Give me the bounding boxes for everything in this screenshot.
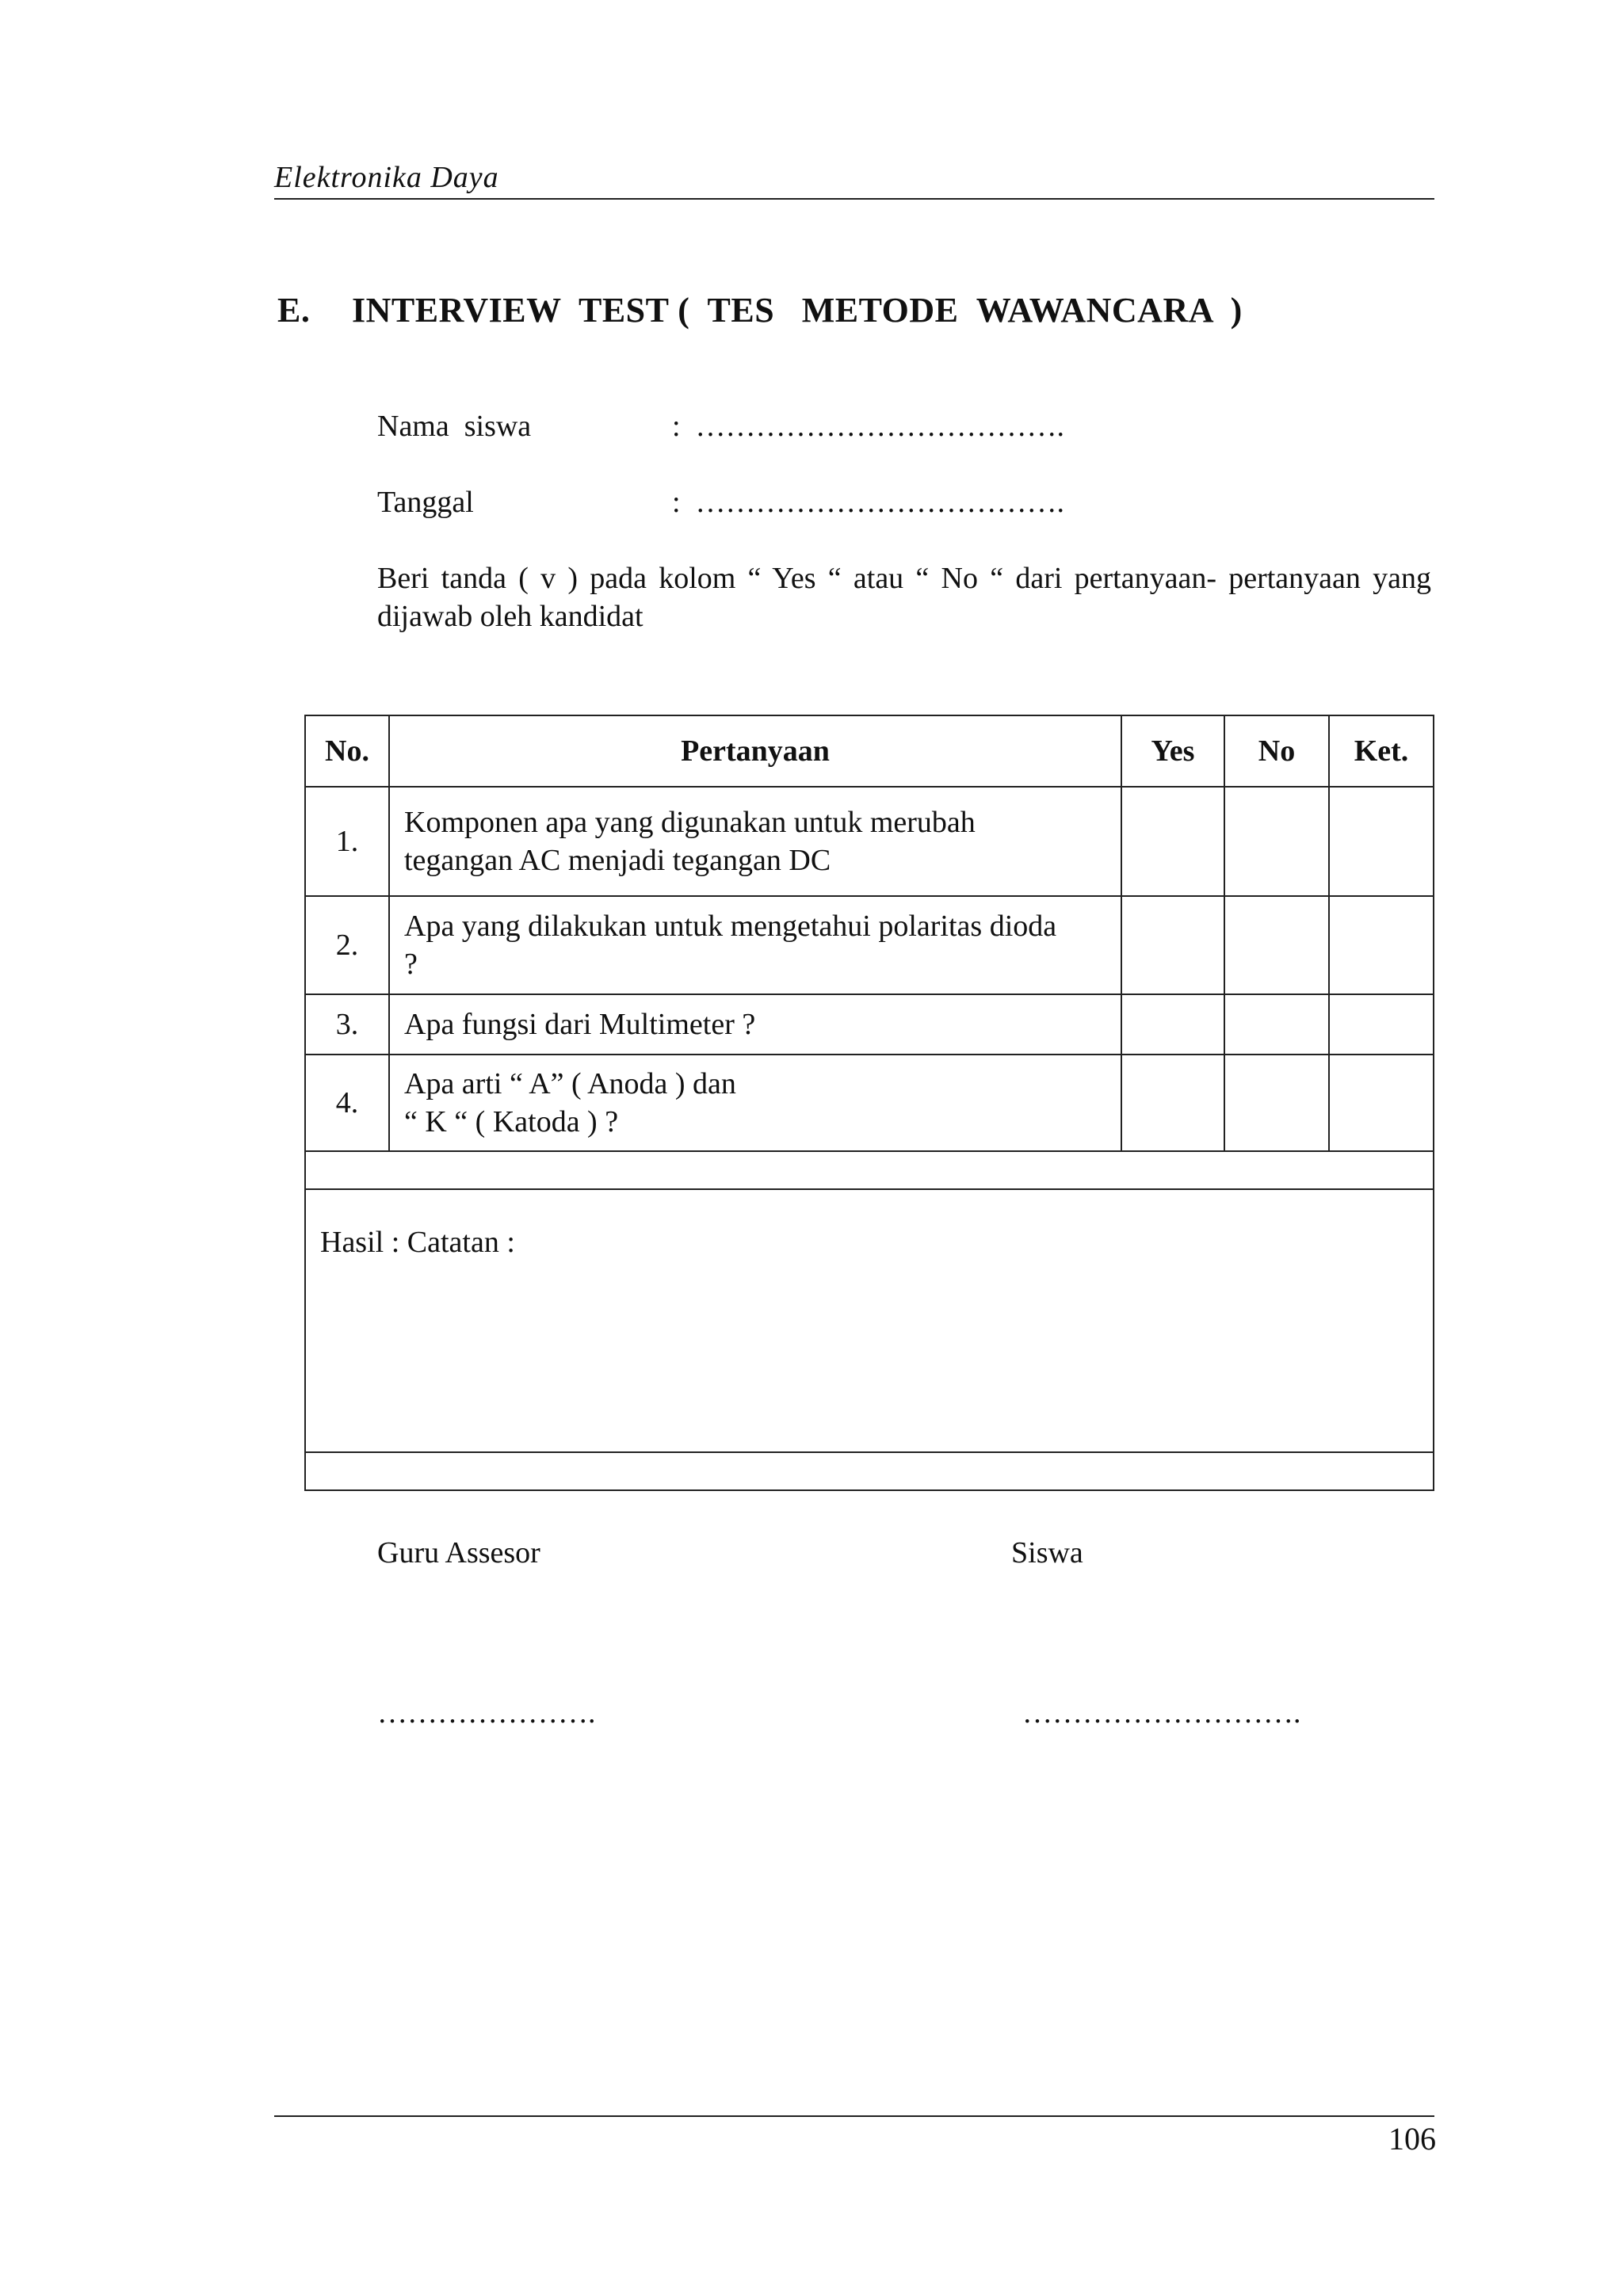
guru-assesor-label: Guru Assesor <box>377 1536 540 1569</box>
header-ket: Ket. <box>1329 715 1434 787</box>
row-number: 1. <box>305 787 389 896</box>
nama-siswa-blank: : ………………………………. <box>672 410 1065 443</box>
yes-check-cell[interactable] <box>1121 1055 1224 1151</box>
no-check-cell[interactable] <box>1224 787 1329 896</box>
tanggal-field <box>377 485 1064 520</box>
question-line: Apa yang dilakukan untuk mengetahui polaritas dioda <box>404 910 1057 943</box>
question-line: Apa arti “ A” ( Anoda ) dan <box>404 1067 736 1100</box>
header-question: Pertanyaan <box>389 715 1121 787</box>
section-title <box>277 290 1243 330</box>
ket-cell[interactable] <box>1329 994 1434 1055</box>
row-question <box>389 994 1121 1055</box>
no-check-cell[interactable] <box>1224 994 1329 1055</box>
row-question <box>389 1055 1121 1151</box>
ket-cell[interactable] <box>1329 896 1434 994</box>
running-header: Elektronika Daya <box>274 158 1434 200</box>
no-check-cell[interactable] <box>1224 1055 1329 1151</box>
table-row <box>305 994 1434 1055</box>
nama-siswa-field <box>377 409 1064 444</box>
row-question <box>389 896 1121 994</box>
blank-cell <box>305 1452 1434 1490</box>
header-no: No. <box>305 715 389 787</box>
tanggal-label: Tanggal <box>377 486 474 519</box>
table-row <box>305 787 1434 896</box>
page-number: 106 <box>1388 2121 1436 2157</box>
row-number: 3. <box>305 994 389 1055</box>
siswa-label: Siswa <box>1011 1536 1083 1569</box>
section-title-text: INTERVIEW TEST ( TES METODE WAWANCARA ) <box>352 291 1243 330</box>
question-line: Komponen apa yang digunakan untuk merubah <box>404 806 976 839</box>
tanggal-blank: : ………………………………. <box>672 486 1065 519</box>
footer-rule <box>274 2115 1434 2117</box>
row-number: 4. <box>305 1055 389 1151</box>
no-check-cell[interactable] <box>1224 896 1329 994</box>
question-line: tegangan AC menjadi tegangan DC <box>404 844 831 877</box>
table-row <box>305 1055 1434 1151</box>
instruction-text: Beri tanda ( v ) pada kolom “ Yes “ atau “ No “ dari pertanyaan- pertanyaan yang dijawab oleh kandidat <box>377 562 1431 633</box>
siswa-signature-line: ………………………. <box>1022 1696 1301 1730</box>
yes-check-cell[interactable] <box>1121 896 1224 994</box>
ket-cell[interactable] <box>1329 787 1434 896</box>
hasil-row <box>305 1189 1434 1452</box>
nama-siswa-label: Nama siswa <box>377 410 532 443</box>
header-no-answer: No <box>1224 715 1329 787</box>
section-letter: E. <box>277 291 311 330</box>
yes-check-cell[interactable] <box>1121 787 1224 896</box>
row-question <box>389 787 1121 896</box>
guru-signature-line: …………………. <box>377 1696 596 1730</box>
blank-cell <box>305 1151 1434 1189</box>
hasil-label: Hasil : Catatan : <box>320 1226 515 1259</box>
question-line: Apa fungsi dari Multimeter ? <box>404 1008 756 1041</box>
question-line: ? <box>404 948 418 981</box>
hasil-cell[interactable] <box>305 1189 1434 1452</box>
yes-check-cell[interactable] <box>1121 994 1224 1055</box>
table-header-row <box>305 715 1434 787</box>
blank-row <box>305 1151 1434 1189</box>
header-yes: Yes <box>1121 715 1224 787</box>
blank-row <box>305 1452 1434 1490</box>
row-number: 2. <box>305 896 389 994</box>
question-line: “ K “ ( Katoda ) ? <box>404 1105 619 1138</box>
table-row <box>305 896 1434 994</box>
question-table <box>304 715 1434 1491</box>
ket-cell[interactable] <box>1329 1055 1434 1151</box>
